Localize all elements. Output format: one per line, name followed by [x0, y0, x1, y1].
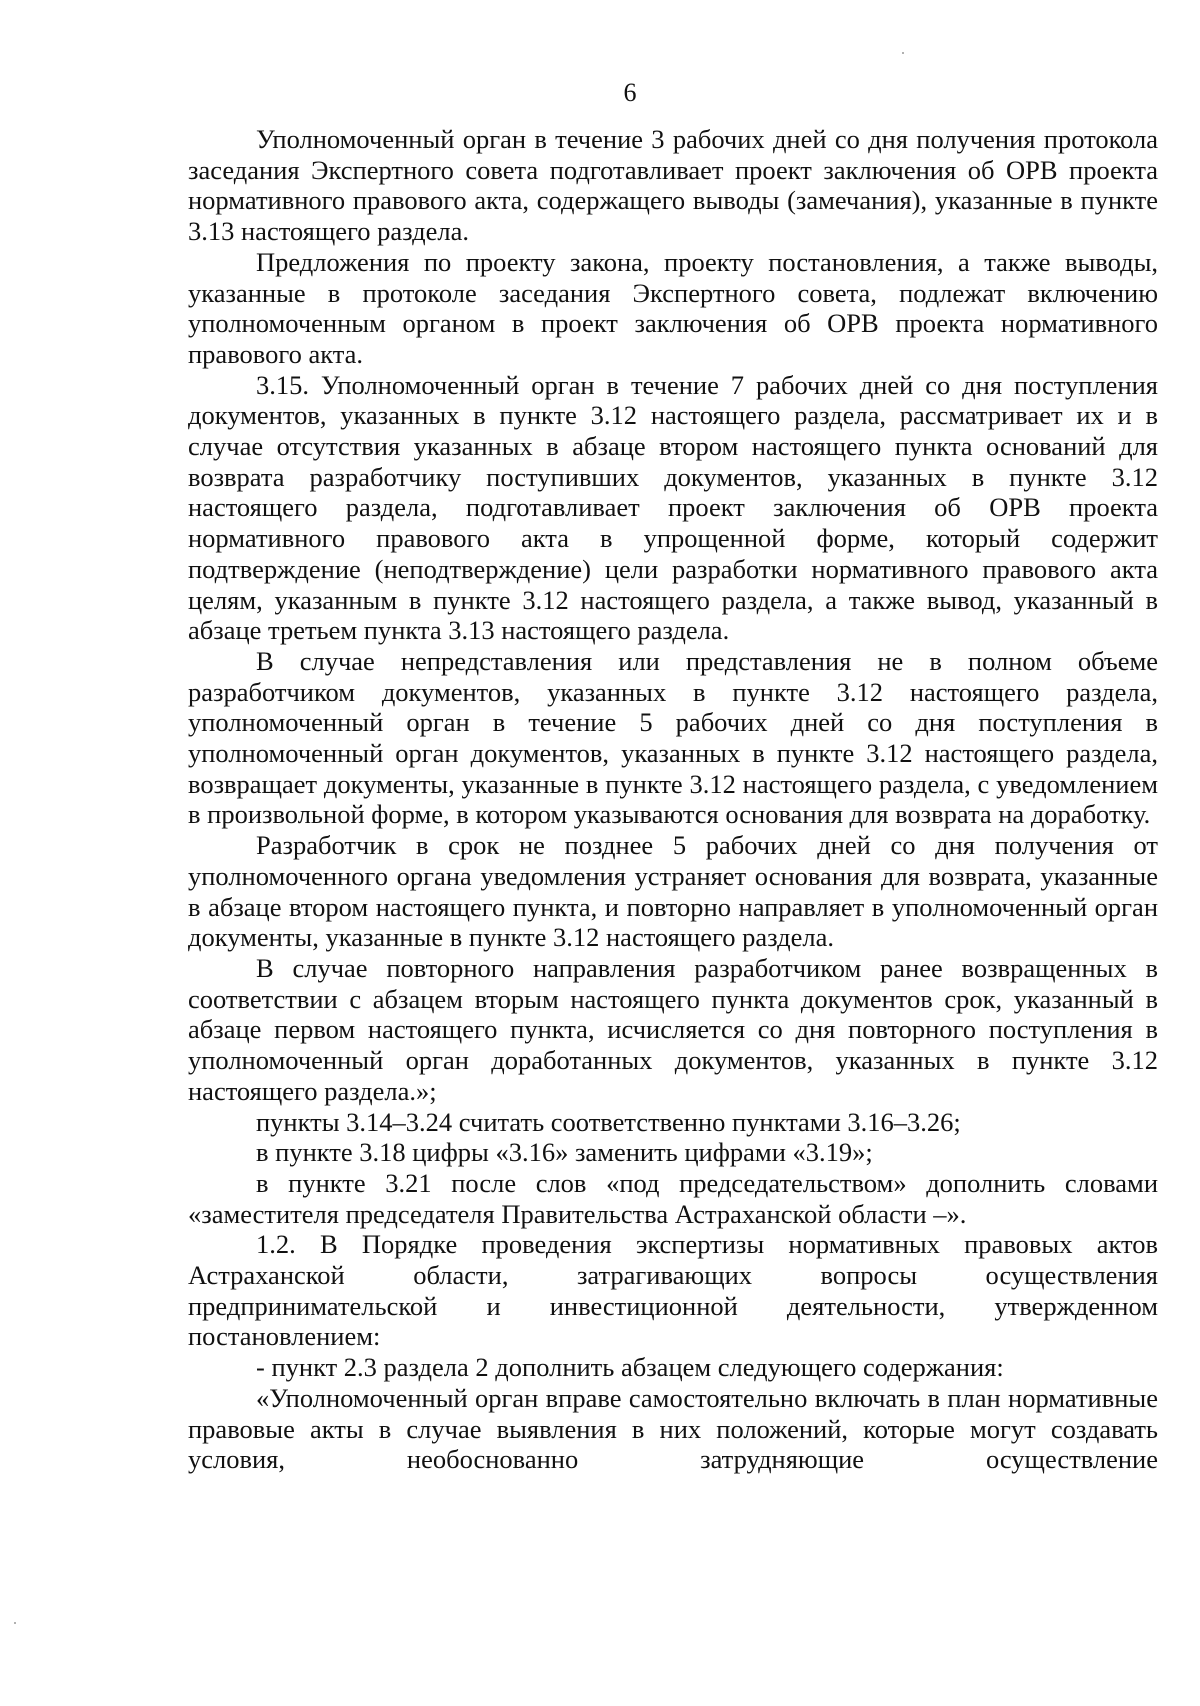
paragraph: В случае повторного направления разработчиком ранее возвращенных в соответствии с абзацем вторым настоящего пункта документов срок, указанный в абзаце первом настоящего пункта, исчисляется со дня повторного поступления в уполномоченный орган доработанных документов, указанных в пункте 3.12 настоящего раздела.»; — [188, 952, 1158, 1106]
paragraph: Разработчик в срок не позднее 5 рабочих дней со дня получения от уполномоченного органа уведомления устраняет основания для возврата, указанные в абзаце втором настоящего пункта, и повторно направляет в уполномоченный орган документы, указанные в пункте 3.12 настоящего раздела. — [188, 830, 1158, 953]
page-number: 6 — [623, 78, 637, 107]
scan-speck — [902, 52, 904, 54]
document-body — [188, 124, 1158, 1475]
paragraph: 1.2. В Порядке проведения экспертизы нормативных правовых актов Астраханской области, затрагивающих вопросы осуществления предпринимательской и инвестиционной деятельности, утвержденном постановлением: — [188, 1229, 1158, 1352]
paragraph: в пункте 3.18 цифры «3.16» заменить цифрами «3.19»; — [256, 1137, 873, 1168]
paragraph: - пункт 2.3 раздела 2 дополнить абзацем следующего содержания: — [256, 1352, 1004, 1383]
paragraph: 3.15. Уполномоченный орган в течение 7 рабочих дней со дня поступления документов, указанных в пункте 3.12 настоящего раздела, рассматривает их и в случае отсутствия указанных в абзаце втором настоящего пункта оснований для возврата разработчику поступивших документов, указанных в пункте 3.12 настоящего раздела, подготавливает проект заключения об ОРВ проекта нормативного правового акта в упрощенной форме, который содержит подтверждение (неподтверждение) цели разработки нормативного правового акта целям, указанным в пункте 3.12 настоящего раздела, а также вывод, указанный в абзаце третьем пункта 3.13 настоящего раздела. — [188, 369, 1158, 646]
paragraph: пункты 3.14–3.24 считать соответственно пунктами 3.16–3.26; — [256, 1106, 961, 1137]
scan-speck — [14, 1622, 16, 1624]
paragraph: Предложения по проекту закона, проекту постановления, а также выводы, указанные в протоколе заседания Экспертного совета, подлежат включению уполномоченным органом в проект заключения об ОРВ проекта нормативного правового акта. — [188, 246, 1158, 369]
paragraph: в пункте 3.21 после слов «под председательством» дополнить словами «заместителя председателя Правительства Астраханской области –». — [188, 1167, 1158, 1229]
paragraph: В случае непредставления или представления не в полном объеме разработчиком документов, указанных в пункте 3.12 настоящего раздела, уполномоченный орган в течение 5 рабочих дней со дня поступления в уполномоченный орган документов, указанных в пункте 3.12 настоящего раздела, возвращает документы, указанные в пункте 3.12 настоящего раздела, с уведомлением в произвольной форме, в котором указываются основания для возврата на доработку. — [188, 645, 1158, 830]
paragraph: «Уполномоченный орган вправе самостоятельно включать в план нормативные правовые акты в случае выявления в них положений, которые могут создавать условия, необоснованно затрудняющие осуществление — [188, 1382, 1158, 1475]
paragraph: Уполномоченный орган в течение 3 рабочих дней со дня получения протокола заседания Экспертного совета подготавливает проект заключения об ОРВ проекта нормативного правового акта, содержащего выводы (замечания), указанные в пункте 3.13 настоящего раздела. — [188, 124, 1158, 247]
